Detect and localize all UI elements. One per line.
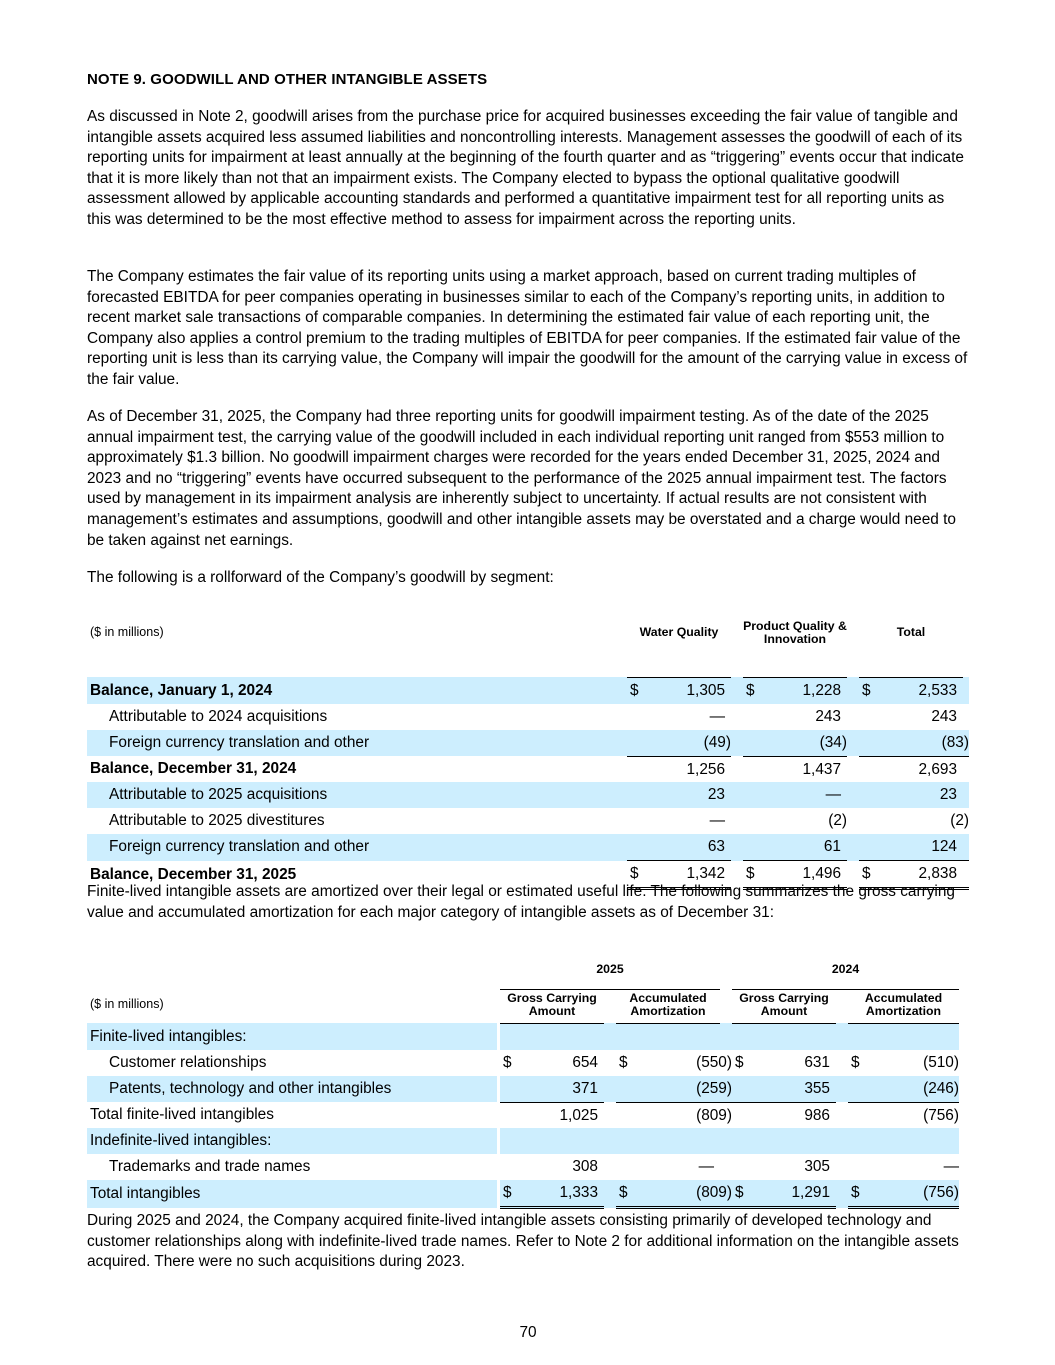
column-header: Total — [896, 625, 926, 640]
cell-value: 1,305 — [643, 677, 731, 703]
cell-value: (510) — [923, 1053, 959, 1071]
cell-value: — — [709, 812, 725, 830]
row-label: Total finite-lived intangibles — [90, 1106, 274, 1124]
currency-symbol: $ — [503, 1053, 512, 1071]
cell-value: 1,025 — [559, 1106, 598, 1124]
intangible-assets-table — [87, 958, 959, 1209]
row-label: Balance, December 31, 2024 — [90, 760, 297, 778]
cell-value: 23 — [643, 782, 731, 808]
row-label: Patents, technology and other intangibles — [87, 1076, 497, 1102]
note-title: NOTE 9. GOODWILL AND OTHER INTANGIBLE ASSETS — [87, 71, 488, 88]
table-row — [87, 1128, 959, 1154]
cell-value: 243 — [931, 707, 957, 725]
column-header: Water Quality — [639, 625, 719, 640]
row-label: Balance, January 1, 2024 — [87, 677, 615, 703]
row-label: Attributable to 2024 acquisitions — [109, 707, 328, 725]
cell-value: 2,838 — [875, 861, 963, 889]
currency-symbol: $ — [500, 1180, 516, 1207]
row-label: Trademarks and trade names — [109, 1158, 311, 1176]
cell-value: (2) — [828, 812, 847, 830]
paragraph-goodwill-overview: As discussed in Note 2, goodwill arises from the purchase price for acquired businesses exceeding the fair value of tangible and intangible assets acquired less assumed liabilities and noncontrolling interests. Management assesses the goodwill of each of its reporting units for impairment at least annually at the beginning of the fourth quarter and as “triggering” events occur that indicate that it is more likely than not that an impairment exists. The Company elected to bypass the optional qualitative goodwill assessment allowed by applicable accounting standards and performed a quantitative impairment test for all reporting units as this was determined to be the most effective method to assess for impairment across the reporting units. — [87, 108, 964, 228]
currency-symbol: $ — [851, 1053, 860, 1071]
currency-symbol: $ — [859, 677, 875, 703]
currency-symbol: $ — [743, 677, 759, 703]
cell-value: 1,256 — [686, 760, 725, 778]
cell-value: 308 — [572, 1158, 598, 1176]
row-label: Foreign currency translation and other — [87, 834, 615, 860]
cell-value: 1,333 — [516, 1180, 604, 1207]
cell-value: (756) — [864, 1180, 959, 1207]
table-row — [87, 782, 969, 808]
cell-value: (756) — [923, 1106, 959, 1124]
currency-symbol: $ — [859, 861, 875, 889]
cell-value: 654 — [572, 1053, 598, 1071]
table-row — [87, 834, 969, 860]
cell-value: 2,533 — [875, 677, 963, 703]
paragraph-fair-value-method: The Company estimates the fair value of its reporting units using a market approach, based on current trading multiples of forecasted EBITDA for peer companies operating in businesses similar to each of the Company’s reporting units, in addition to recent market sale transactions of comparable companies. In determining the estimated fair value of each reporting unit, the Company also applies a control premium to the trading multiples of EBITDA for peer companies. If the estimated fair value of the reporting unit is less than its carrying value, the Company will impair the goodwill for the amount of the carrying value in excess of the fair value. — [87, 268, 968, 388]
cell-value: 63 — [643, 834, 731, 860]
row-label: Balance, December 31, 2025 — [90, 865, 297, 883]
cell-value: 124 — [875, 834, 963, 860]
table-row — [87, 808, 969, 834]
cell-value: — — [759, 782, 847, 808]
cell-value: (49) — [643, 730, 731, 756]
cell-value: (550) — [696, 1053, 732, 1071]
column-header: Gross Carrying Amount — [732, 989, 836, 1023]
paragraph-acquisitions: During 2025 and 2024, the Company acquired finite-lived intangible assets consisting primarily of developed technology and customer relationships along with indefinite-lived trade names. Refer to Note 2 for additional information on the intangible assets acquired. There were no such acquisitions during 2023. — [87, 1212, 959, 1271]
cell-value: 305 — [804, 1158, 830, 1176]
cell-value: 1,342 — [643, 861, 731, 889]
cell-value: 243 — [815, 707, 841, 725]
currency-symbol: $ — [627, 677, 643, 703]
cell-value: 371 — [516, 1076, 604, 1102]
table-row — [87, 704, 969, 730]
section-label: Finite-lived intangibles: — [87, 1023, 497, 1049]
column-header: Accumulated Amortization — [616, 989, 720, 1023]
cell-value: 1,437 — [802, 760, 841, 778]
table-row — [87, 756, 969, 782]
cell-value: (809) — [696, 1106, 732, 1124]
cell-value: 23 — [875, 782, 963, 808]
table-row — [87, 1023, 959, 1049]
currency-symbol: $ — [732, 1180, 748, 1207]
cell-value: 61 — [759, 834, 847, 860]
row-label: Attributable to 2025 acquisitions — [87, 782, 615, 808]
currency-symbol: $ — [735, 1053, 744, 1071]
cell-value: — — [943, 1158, 959, 1176]
table-row — [87, 677, 969, 703]
row-label: Foreign currency translation and other — [87, 730, 615, 756]
column-header: Accumulated Amortization — [848, 989, 959, 1023]
cell-value: 1,291 — [748, 1180, 836, 1207]
units-label: ($ in millions) — [90, 997, 164, 1012]
table-row — [87, 1050, 959, 1076]
currency-symbol: $ — [627, 861, 643, 889]
column-header: Product Quality & Innovation — [743, 618, 847, 646]
row-label: Total intangibles — [87, 1180, 497, 1207]
column-header: Gross Carrying Amount — [500, 989, 604, 1023]
cell-value: — — [698, 1158, 714, 1176]
table-row — [87, 1102, 959, 1128]
cell-value: — — [709, 707, 725, 725]
year-header: 2025 — [500, 958, 720, 989]
year-header: 2024 — [732, 958, 959, 989]
cell-value: (259) — [632, 1076, 732, 1102]
paragraph-intangibles-intro: Finite-lived intangible assets are amortized over their legal or estimated useful life. The following summarizes the gross carrying value and accumulated amortization for each major category of intangible assets as of December 31: — [87, 883, 955, 921]
row-label: Attributable to 2025 divestitures — [109, 812, 325, 830]
table-row — [87, 1076, 959, 1102]
goodwill-rollforward-table — [87, 615, 969, 890]
units-label: ($ in millions) — [90, 625, 164, 640]
cell-value: (246) — [864, 1076, 959, 1102]
section-label: Indefinite-lived intangibles: — [87, 1128, 497, 1154]
page-number: 70 — [519, 1324, 537, 1341]
currency-symbol: $ — [743, 861, 759, 889]
cell-value: 986 — [804, 1106, 830, 1124]
cell-value: (34) — [759, 730, 847, 756]
cell-value: 1,228 — [759, 677, 847, 703]
cell-value: 1,496 — [759, 861, 847, 889]
table-row — [87, 1180, 959, 1207]
row-label: Customer relationships — [109, 1053, 267, 1071]
cell-value: 2,693 — [918, 760, 957, 778]
currency-symbol: $ — [616, 1180, 632, 1207]
table-row — [87, 1154, 959, 1180]
currency-symbol: $ — [848, 1180, 864, 1207]
paragraph-rollforward-intro: The following is a rollforward of the Company’s goodwill by segment: — [87, 569, 554, 586]
paragraph-impairment-testing: As of December 31, 2025, the Company had three reporting units for goodwill impairment testing. As of the date of the 2025 annual impairment test, the carrying value of the goodwill included in each individual reporting unit ranged from $553 million to approximately $1.3 billion. No goodwill impairment charges were recorded for the years ended December 31, 2025, 2024 and 2023 and no “triggering” events have occurred subsequent to the performance of the 2025 annual impairment test. The factors used by management in its impairment analysis are inherently subject to uncertainty. If actual results are not consistent with management’s estimates and assumptions, goodwill and other intangible assets may be overstated and a charge would need to be taken against net earnings. — [87, 408, 956, 549]
cell-value: (809) — [632, 1180, 732, 1207]
cell-value: 355 — [748, 1076, 836, 1102]
currency-symbol: $ — [619, 1053, 628, 1071]
cell-value: 631 — [804, 1053, 830, 1071]
table-row — [87, 730, 969, 756]
cell-value: (2) — [950, 812, 969, 830]
cell-value: (83) — [875, 730, 969, 756]
